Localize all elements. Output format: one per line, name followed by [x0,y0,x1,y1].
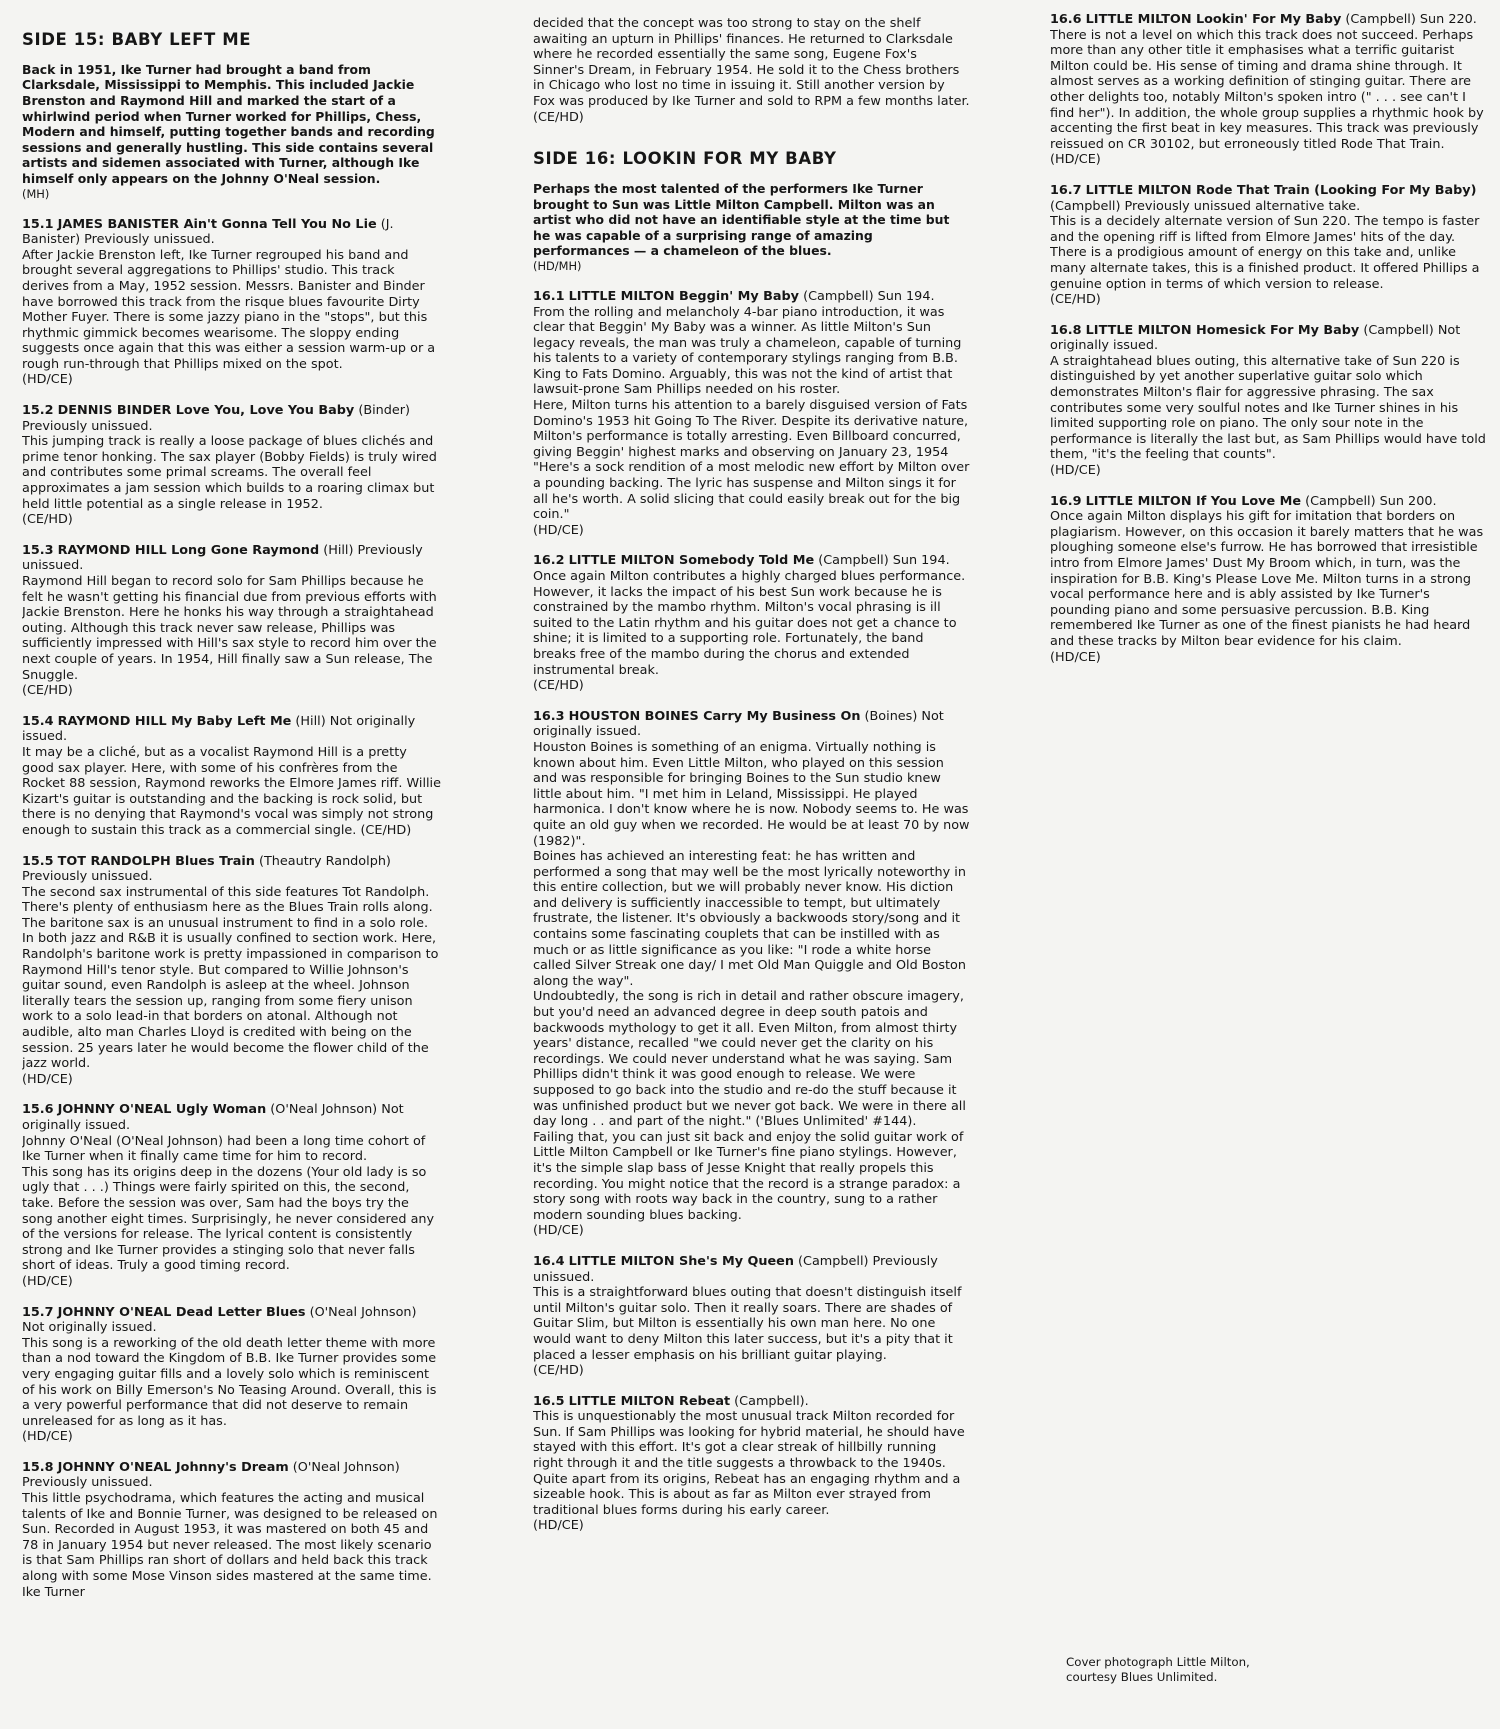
column-3 [1050,0,1486,1570]
track-heading [22,1102,442,1133]
track-number: 16.8 [1050,322,1082,338]
track-number: 16.1 [533,288,565,304]
track-heading [533,1394,970,1410]
track-number: 15.6 [22,1102,54,1118]
side-16-intro-credit: (HD/MH) [533,258,582,273]
track-entry-15-2 [22,403,442,528]
track-entry-16-1 [533,289,970,539]
cover-photo-credit [1066,1655,1396,1684]
track-meta: (O'Neal Johnson) Not originally issued. [22,1102,404,1134]
track-title: LITTLE MILTON Lookin' For My Baby [1085,12,1342,27]
track-credit: (HD/CE) [1050,649,1101,665]
track-number: 15.1 [22,216,54,232]
track-meta: (Campbell). [730,1393,809,1409]
track-number: 16.4 [533,1253,565,1269]
track-title: JOHNNY O'NEAL Ugly Woman [57,1102,267,1118]
track-entry-16-4 [533,1254,970,1379]
track-entry-15-7 [22,1305,442,1445]
track-number: 15.4 [22,713,54,729]
track-paragraph: This song is a reworking of the old death letter theme with more than a nod toward the Kingdom of B.B. Ike Turner provides some very engaging guitar fills and a lovely solo which is reminiscent of his work on Billy Emerson's No Teasing Around. Overall, this is a very powerful performance that did not deserve to remain unreleased for as long as it has. [22,1335,437,1429]
track-paragraph: This is a straightforward blues outing that doesn't distinguish itself until Milton's guitar solo. Then it really soars. There are shades of Guitar Slim, but Milton is essentially his own man here. No one would want to deny Milton this later success, but it's a pity that it placed a lesser emphasis on his brilliant guitar playing. [533,1285,962,1363]
track-entry-15-5 [22,854,442,1088]
track-heading [22,1460,442,1491]
track-credit: (CE/HD) [533,678,584,694]
track-entry-15-8 [22,1460,442,1600]
track-heading [1050,12,1486,28]
track-number: 16.2 [533,553,565,569]
track-meta: (Campbell) Previously unissued alternative take. [1050,198,1361,214]
track-entry-15-6 [22,1102,442,1289]
track-credit: (CE/HD) [533,1363,584,1379]
track-entry-16-9 [1050,494,1486,666]
track-title: LITTLE MILTON Rebeat [568,1393,731,1409]
track-number: 15.8 [22,1459,54,1475]
photo-credit-line: courtesy Blues Unlimited. [1066,1669,1218,1684]
track-credit: (CE/HD) [1050,292,1101,308]
track-paragraph: It may be a cliché, but as a vocalist Raymond Hill is a pretty good sax player. Here, with some of his confrères from the Rocket 88 session, Raymond reworks the Elmore James riff. Willie Kizart's guitar is outstanding and the backing is rock solid, but there is no denying that Raymond's vocal was simply not strong enough to sustain this track as a commercial single. (CE/HD) [22,744,441,838]
track-paragraph: Failing that, you can just sit back and enjoy the solid guitar work of Little Milton Campbell or Ike Turner's fine piano stylings. However, it's the simple slap bass of Jesse Knight that really propels this recording. You might notice that the record is a strange paradox: a story song with roots way back in the country, sung to a rather modern sounding blues backing. [533,1129,964,1223]
track-entry-15-1 [22,217,442,389]
track-entry-16-7 [1050,183,1486,308]
track-paragraph: This jumping track is really a loose package of blues clichés and prime tenor honking. The sax player (Bobby Fields) is truly wired and contributes some primal screams. The overall feel approximates a jam session which builds to a roaring climax but held little potential as a single release in 1952. [22,434,437,512]
track-heading [22,854,442,885]
track-paragraph: Once again Milton contributes a highly charged blues performance. However, it lacks the impact of his best Sun work because he is constrained by the mambo rhythm. Milton's vocal phrasing is ill suited to the Latin rhythm and his guitar does not get a chance to shine; it is limited to a supporting role. Fortunately, the band breaks free of the mambo during the chorus and extended instrumental break. [533,569,966,678]
track-paragraph: From the rolling and melancholy 4-bar piano introduction, it was clear that Beggin' My Baby was a winner. As little Milton's Sun legacy reveals, the man was truly a chameleon, capable of turning his talents to a variety of contemporary stylings ranging from B.B. King to Fats Domino. Arguably, this was not the kind of artist that lawsuit-prone Sam Phillips needed on his roster. [533,304,962,398]
track-number: 16.7 [1050,182,1082,198]
track-entry-15-3 [22,543,442,699]
track-credit: (CE/HD) [22,683,73,699]
track-meta: (O'Neal Johnson) Previously unissued. [22,1459,400,1491]
column-2 [533,0,970,1729]
track-number: 15.5 [22,853,54,869]
track-meta: (Theautry Randolph) Previously unissued. [22,853,391,885]
track-title: LITTLE MILTON If You Love Me [1085,493,1302,509]
track-title: HOUSTON BOINES Carry My Business On [568,708,861,724]
track-number: 16.9 [1050,493,1082,509]
track-number: 15.3 [22,542,54,558]
track-heading [22,403,442,434]
track-number: 15.7 [22,1304,54,1320]
track-heading [22,714,442,745]
track-paragraph: Raymond Hill began to record solo for Sam Phillips because he felt he wasn't getting his financial due from previous efforts with Jackie Brenston. Here he honks his way through a straightahead outing. Although this track never saw release, Phillips was sufficiently impressed with Hill's sax style to record him over the next couple of years. In 1954, Hill finally saw a Sun release, The Snuggle. [22,574,437,683]
track-entry-16-6 [1050,12,1486,168]
track-heading [22,543,442,574]
track-meta: (Boines) Not originally issued. [533,708,944,740]
side-15-intro: Back in 1951, Ike Turner had brought a band from Clarksdale, Mississippi to Memphis. This included Jackie Brenston and Raymond Hill and marked the start of a whirlwind period when Turner worked for Phillips, Chess, Modern and himself, putting together bands and recording sessions and generally hustling. This side contains several artists and sidemen associated with Turner, although Ike himself only appears on the Johnny O'Neal session. [22,61,435,186]
track-title: LITTLE MILTON She's My Queen [568,1253,794,1269]
track-title: JOHNNY O'NEAL Dead Letter Blues [57,1304,306,1320]
track-meta: (Campbell) Sun 220. [1341,12,1477,27]
track-entry-16-8 [1050,323,1486,479]
side-16-intro: Perhaps the most talented of the performers Ike Turner brought to Sun was Little Milton Campbell. Milton was an artist who did not have an identifiable style at the time but he was capable of a surprising range of amazing performances — a chameleon of the blues. [533,180,950,259]
track-entry-15-4 [22,714,442,839]
track-paragraph: This is a decidely alternate version of Sun 220. The tempo is faster and the opening riff is lifted from Elmore James' hits of the day. There is a prodigious amount of energy on this take and, unlike many alternate takes, this is a finished product. It offered Phillips a genuine option in terms of which version to release. [1050,214,1480,292]
track-title: TOT RANDOLPH Blues Train [57,853,255,869]
track-title: LITTLE MILTON Somebody Told Me [568,553,815,569]
track-paragraph: A straightahead blues outing, this alternative take of Sun 220 is distinguished by yet another superlative guitar solo which demonstrates Milton's flair for aggressive phrasing. The sax contributes some very soulful notes and Ike Turner shines in his limited supporting role on piano. The only sour note in the performance is literally the last but, as Sam Phillips would have told them, "it's the feeling that counts". [1050,353,1486,463]
track-meta: (Binder) Previously unissued. [22,403,411,434]
track-title: RAYMOND HILL Long Gone Raymond [57,542,320,558]
track-credit: (CE/HD) [22,512,73,528]
track-title: LITTLE MILTON Beggin' My Baby [568,288,800,304]
track-credit: (HD/CE) [533,1518,584,1534]
track-meta: (Campbell) Sun 194. [799,288,935,304]
track-meta: (Campbell) Sun 200. [1301,493,1437,509]
track-number: 16.6 [1050,12,1082,27]
track-number: 15.2 [22,403,54,419]
photo-credit-line: Cover photograph Little Milton, [1066,1655,1250,1669]
track-number: 16.5 [533,1393,565,1409]
track-meta: (Campbell) Not originally issued. [1050,322,1461,354]
track-credit: (HD/CE) [22,1273,73,1289]
track-paragraph: There is not a level on which this track does not succeed. Perhaps more than any other title it emphasises what a terrific guitarist Milton could be. His sense of timing and drama shine through. It almost serves as a working definition of stinging guitar. There are other delights too, notably Milton's spoken intro (" . . . see can't I find her"). In addition, the whole group supplies a rhythmic hook by accenting the first beat in key measures. This track was previously reissued on CR 30102, but erroneously titled Rode That Train. [1050,27,1484,152]
track-paragraph: Johnny O'Neal (O'Neal Johnson) had been a long time cohort of Ike Turner when it finally came time for him to record. [22,1133,426,1165]
track-title: DENNIS BINDER Love You, Love You Baby [57,403,355,419]
track-heading [22,217,442,248]
track-meta: (J. Banister) Previously unissued. [22,216,394,248]
side-15-intro-credit: (MH) [22,186,50,201]
track-entry-16-3 [533,709,970,1239]
track-entry-15-8-continued [533,16,970,125]
track-heading [1050,323,1486,354]
track-number: 16.3 [533,708,565,724]
track-heading [1050,183,1486,214]
track-paragraph: After Jackie Brenston left, Ike Turner regrouped his band and brought several aggregations to Phillips' studio. This track derives from a May, 1952 session. Messrs. Banister and Binder have borrowed this track from the risque blues favourite Dirty Mother Fuyer. There is some jazzy piano in the "stops", but this rhythmic gimmick becomes wearisome. The sloppy ending suggests once again that this was either a session warm-up or a rough run-through that Phillips mixed on the spot. [22,247,436,372]
side-16-title: SIDE 16: LOOKIN FOR MY BABY [533,149,837,169]
track-paragraph: decided that the concept was too strong to stay on the shelf awaiting an upturn in Phillips' finances. He returned to Clarksdale where he recorded essentially the same song, Eugene Fox's Sinner's Dream, in February 1954. He sold it to the Chess brothers in Chicago who lost no time in issuing it. Still another version by Fox was produced by Ike Turner and sold to RPM a few months later. [533,16,970,109]
track-title: LITTLE MILTON Homesick For My Baby [1085,322,1360,338]
track-title: RAYMOND HILL My Baby Left Me [57,713,292,729]
track-paragraph: Here, Milton turns his attention to a barely disguised version of Fats Domino's 1953 hit Going To The River. Despite its derivative nature, Milton's performance is totally arresting. Even Billboard concurred, giving Beggin' highest marks and observing on January 23, 1954 "Here's a sock rendition of a most melodic new effort by Milton over a pounding backing. The lyric has suspense and Milton sings it for all he's worth. A solid slicing that could easily break out for the big coin." [533,398,970,523]
track-entry-16-5 [533,1394,970,1534]
track-paragraph: Once again Milton displays his gift for imitation that borders on plagiarism. However, on this occasion it barely matters that he was ploughing someone else's furrow. He has borrowed that irresistible intro from Elmore James' Dust My Broom which, in turn, was the inspiration for B.B. King's Please Love Me. Milton turns in a strong vocal performance here and is ably assisted by Ike Turner's pounding piano and some persuasive percussion. B.B. King remembered Ike Turner as one of the finest pianists he had heard and these tracks by Milton bear evidence for his claim. [1050,509,1484,649]
column-1 [22,0,442,1729]
track-meta: (Hill) Not originally issued. [22,713,416,745]
track-paragraph: This is unquestionably the most unusual track Milton recorded for Sun. If Sam Phillips was looking for hybrid material, he should have stayed with this effort. It's got a clear streak of hillbilly running right through it and the title suggests a throwback to the 1940s. Quite apart from its origins, Rebeat has an engaging rhythm and a sizeable hook. This is about as far as Milton ever strayed from traditional blues forms during his early career. [533,1409,965,1518]
track-paragraph: Boines has achieved an interesting feat: he has written and performed a song that may well be the most lyrically noteworthy in this entire collection, but we will probably never know. His diction and delivery is sufficiently inaccessible to tempt, but ultimately frustrate, the listener. It's obviously a backwoods story/song and it contains some fascinating couplets that can be instilled with as much or as little significance as you like: "I rode a white horse called Silver Streak one day/ I met Old Man Quiggle and Old Boston along the way". [533,849,966,989]
track-heading [533,1254,970,1285]
track-meta: (Campbell) Sun 194. [814,553,950,569]
track-credit: (HD/CE) [1050,152,1101,168]
track-credit: (CE/HD) [533,109,584,125]
track-meta: (Campbell) Previously unissued. [533,1253,938,1285]
track-meta: (Hill) Previously unissued. [22,542,423,574]
track-paragraph: Houston Boines is something of an enigma. Virtually nothing is known about him. Even Little Milton, who played on this session and was responsible for bringing Boines to the Sun studio knew little about him. "I met him in Leland, Mississippi. He played harmonica. I don't know where he is now. Nobody seems to. He was quite an old guy when we recorded. He would be at least 70 by now (1982)". [533,739,970,849]
track-heading [22,1305,442,1336]
track-credit: (HD/CE) [22,372,73,388]
track-credit: (HD/CE) [22,1429,73,1445]
track-paragraph: Undoubtedly, the song is rich in detail and rather obscure imagery, but you'd need an advanced degree in deep south patois and backwoods mythology to get it all. Even Milton, from almost thirty years' distance, recalled "we could never get the clarity on his recordings. We could never understand what he was saying. Sam Phillips didn't think it was good enough to release. We were supposed to go back into the studio and re-do the stuff because it was unfinished product but we never got back. We were in there all day long . . and part of the night." ('Blues Unlimited' #144). [533,989,966,1130]
track-title: LITTLE MILTON Rode That Train (Looking For My Baby) [1085,182,1477,198]
track-heading [533,553,970,569]
track-credit: (HD/CE) [533,522,584,538]
track-paragraph: The second sax instrumental of this side features Tot Randolph. There's plenty of enthusiasm here as the Blues Train rolls along. The baritone sax is an unusual instrument to find in a solo role. In both jazz and R&B it is usually confined to section work. Here, Randolph's baritone work is pretty impassioned in comparison to Raymond Hill's tenor style. But compared to Willie Johnson's guitar sound, even Randolph is asleep at the wheel. Johnson literally tears the session up, ranging from some fiery unison work to a solo lead-in that borders on atonal. Although not audible, alto man Charles Lloyd is credited with being on the session. 25 years later he would become the flower child of the jazz world. [22,884,439,1072]
track-heading [533,289,970,305]
track-paragraph: This little psychodrama, which features the acting and musical talents of Ike and Bonnie Turner, was designed to be released on Sun. Recorded in August 1953, it was mastered on both 45 and 78 in January 1954 but never released. The most likely scenario is that Sam Phillips ran short of dollars and held back this track along with some Mose Vinson sides mastered at the same time. Ike Turner [22,1491,438,1600]
track-credit: (HD/CE) [1050,463,1101,479]
track-heading [1050,494,1486,510]
track-paragraph: This song has its origins deep in the dozens (Your old lady is so ugly that . . .) Things were fairly spirited on this, the second, take. Before the session was over, Sam had the boys try the song another eight times. Surprisingly, he never considered any of the versions for release. The lyrical content is consistently strong and Ike Turner provides a stinging solo that never falls short of ideas. Truly a good timing record. [22,1164,435,1274]
side-15-title: SIDE 15: BABY LEFT ME [22,30,252,49]
track-heading [533,709,970,740]
track-entry-16-2 [533,553,970,693]
track-title: JAMES BANISTER Ain't Gonna Tell You No Lie [57,216,377,232]
track-credit: (HD/CE) [533,1223,584,1239]
track-meta: (O'Neal Johnson) Not originally issued. [22,1304,417,1336]
track-credit: (HD/CE) [22,1071,73,1087]
track-title: JOHNNY O'NEAL Johnny's Dream [57,1459,289,1475]
